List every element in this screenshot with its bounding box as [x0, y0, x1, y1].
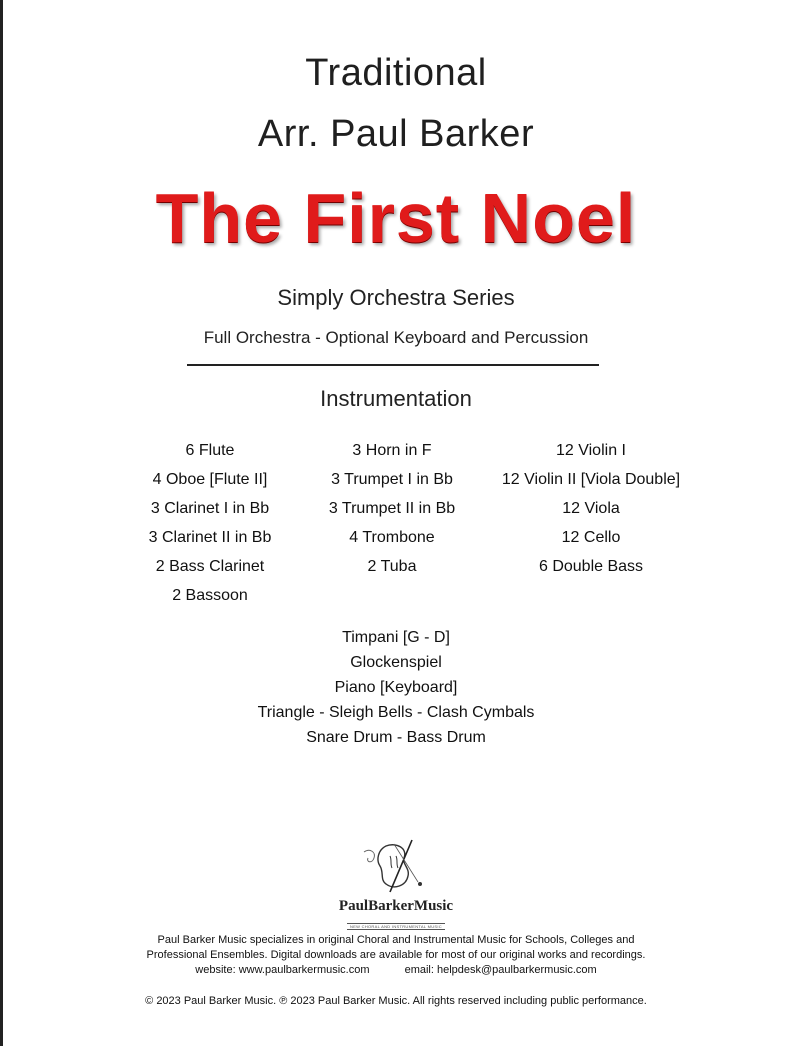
list-item: Snare Drum - Bass Drum — [306, 729, 486, 746]
violin-icon — [356, 838, 436, 896]
list-item: 12 Viola — [562, 500, 620, 517]
list-item: 6 Flute — [185, 442, 235, 459]
list-item: 3 Trumpet II in Bb — [328, 500, 456, 517]
instrumentation-heading: Instrumentation — [320, 386, 472, 411]
composer: Traditional — [305, 52, 487, 94]
list-item: Glockenspiel — [350, 654, 442, 671]
percussion-list — [0, 625, 792, 750]
divider — [187, 364, 599, 366]
page-title: The First Noel — [155, 179, 637, 257]
list-item: 12 Violin I — [556, 442, 626, 459]
list-item: 3 Clarinet II in Bb — [148, 529, 272, 546]
about-line: Paul Barker Music specializes in original Choral and Instrumental Music for Schools, Colleges and — [157, 934, 635, 946]
arranger: Arr. Paul Barker — [257, 113, 535, 155]
logo-wordmark: PaulBarkerMusic — [338, 898, 454, 914]
about-text — [0, 933, 792, 963]
website-link[interactable]: website: www.paulbarkermusic.com — [195, 964, 370, 976]
logo-tagline: NEW CHORAL AND INSTRUMENTAL MUSIC — [347, 923, 445, 930]
list-item: 6 Double Bass — [538, 558, 644, 575]
list-item: 3 Horn in F — [352, 442, 432, 459]
email-link[interactable]: email: helpdesk@paulbarkermusic.com — [404, 964, 597, 976]
about-line: Professional Ensembles. Digital downloads are available for most of our original works and recordings. — [146, 949, 646, 961]
list-item: Timpani [G - D] — [342, 629, 450, 646]
strings-list — [478, 436, 704, 581]
list-item: 3 Trumpet I in Bb — [331, 471, 453, 488]
list-item: 2 Bassoon — [172, 587, 248, 604]
page-left-border — [0, 0, 3, 1046]
list-item: 12 Violin II [Viola Double] — [501, 471, 681, 488]
list-item: 3 Clarinet I in Bb — [150, 500, 270, 517]
list-item: 2 Tuba — [367, 558, 417, 575]
series-name: Simply Orchestra Series — [277, 285, 515, 310]
list-item: 2 Bass Clarinet — [155, 558, 265, 575]
publisher-logo — [316, 838, 476, 929]
brass-list — [292, 436, 492, 581]
woodwinds-list — [110, 436, 310, 610]
copyright-notice: © 2023 Paul Barker Music. ℗ 2023 Paul Barker Music. All rights reserved including public performance. — [145, 995, 647, 1007]
list-item: 4 Trombone — [349, 529, 435, 546]
list-item: Triangle - Sleigh Bells - Clash Cymbals — [257, 704, 535, 721]
list-item: 12 Cello — [561, 529, 621, 546]
list-item: Piano [Keyboard] — [334, 679, 458, 696]
list-item: 4 Oboe [Flute II] — [152, 471, 268, 488]
ensemble-subtitle: Full Orchestra - Optional Keyboard and Percussion — [203, 328, 589, 347]
contact-info — [0, 964, 792, 976]
